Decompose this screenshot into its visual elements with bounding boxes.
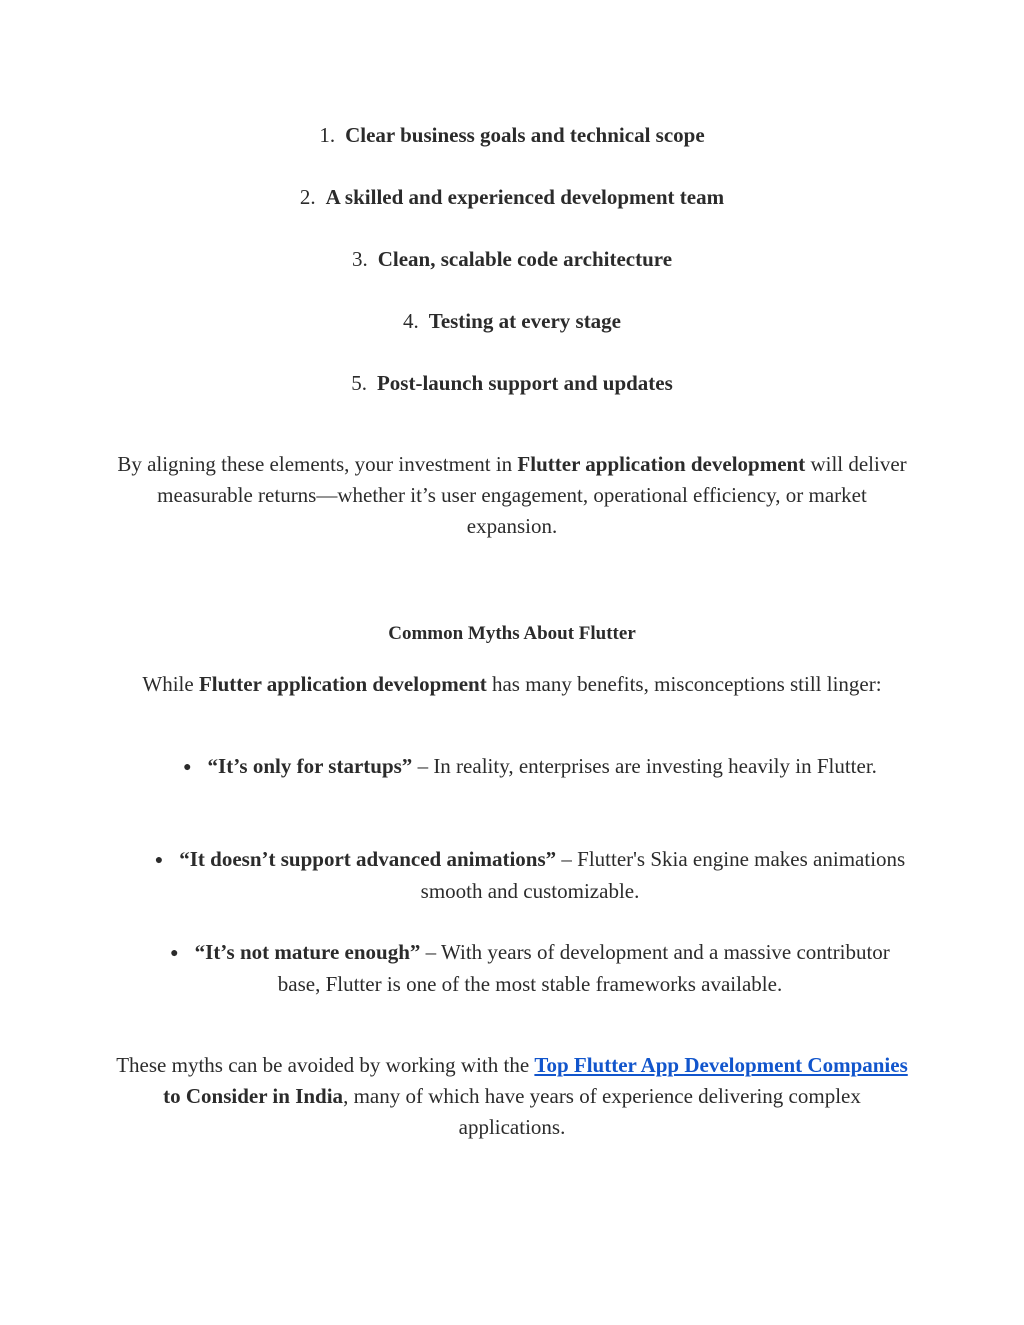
paragraph-bold: to Consider in India (163, 1084, 344, 1108)
bullet-item (170, 937, 890, 1000)
list-number: 4. (402, 309, 419, 333)
bullet-bold: “It’s not mature enough” (194, 940, 421, 964)
paragraph-text: will deliver measurable returns—whether it’s user engagement, operational efficiency, or market expansion. (157, 452, 907, 538)
paragraph-text: These myths can be avoided by working with the (116, 1053, 535, 1077)
list-item-text: Post-launch support and updates (376, 371, 673, 395)
bullet-item (150, 844, 910, 907)
aligning-paragraph (112, 449, 912, 542)
numbered-list-item (0, 245, 1024, 273)
bullet-item (170, 751, 890, 783)
paragraph-text: has many benefits, misconceptions still linger: (486, 672, 882, 696)
list-item-text: Clear business goals and technical scope (345, 123, 705, 147)
section-heading: Common Myths About Flutter (388, 623, 636, 644)
paragraph-text: , many of which have years of experience delivering complex applications. (343, 1084, 861, 1139)
list-item-text: Testing at every stage (428, 309, 622, 333)
bullet-text: – Flutter's Skia engine makes animations smooth and customizable. (420, 847, 906, 903)
bullet-icon: ● (170, 946, 179, 961)
list-item-text: Clean, scalable code architecture (377, 247, 673, 271)
numbered-list-item (0, 183, 1024, 211)
bullet-bold: “It doesn’t support advanced animations” (179, 847, 557, 871)
closing-paragraph (112, 1050, 912, 1143)
numbered-list-item (0, 369, 1024, 397)
paragraph-text: While (142, 672, 199, 696)
bullet-icon: ● (154, 853, 164, 868)
myths-intro-paragraph (112, 669, 912, 700)
paragraph-bold: Flutter application development (517, 452, 806, 476)
bullet-bold: “It’s only for startups” (207, 754, 413, 778)
numbered-list-item (0, 307, 1024, 335)
numbered-list-item (0, 121, 1024, 149)
list-number: 2. (299, 185, 316, 209)
bullet-text: – In reality, enterprises are investing heavily in Flutter. (412, 754, 877, 778)
paragraph-bold: Flutter application development (198, 672, 487, 696)
bullet-icon: ● (183, 760, 192, 775)
bullet-text: – With years of development and a massive contributor base, Flutter is one of the most stable frameworks available. (277, 940, 890, 996)
companies-link[interactable]: Top Flutter App Development Companies (534, 1053, 908, 1077)
paragraph-text: By aligning these elements, your investment in (117, 452, 518, 476)
list-number: 3. (351, 247, 368, 271)
list-number: 5. (351, 371, 367, 395)
list-number: 1. (319, 123, 336, 147)
list-item-text: A skilled and experienced development team (325, 185, 725, 209)
